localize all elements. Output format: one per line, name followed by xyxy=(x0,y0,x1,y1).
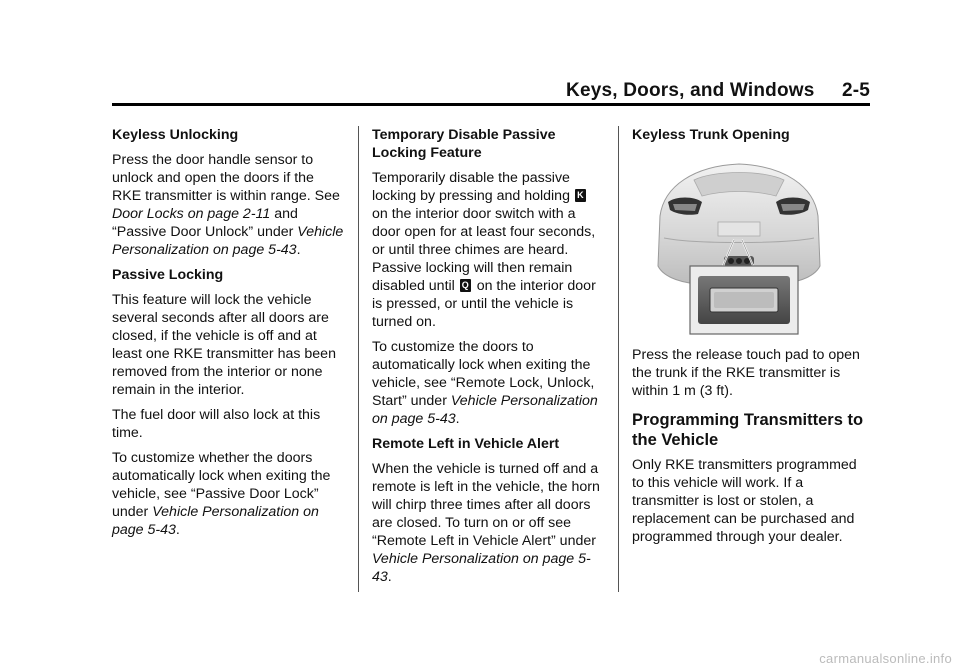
trunk-release-illustration xyxy=(654,156,824,336)
car-rear-illustration xyxy=(654,156,824,336)
text: on the interior door switch with a door open for at least four seconds, or until three chimes are heard. Passive locking will then remain disabled until xyxy=(372,206,596,294)
unlock-icon: Q xyxy=(461,280,469,290)
text: on the interior door is pressed, or until the vehicle is turned on. xyxy=(372,278,596,330)
column-3 xyxy=(632,126,864,553)
paragraph xyxy=(112,151,344,259)
cross-reference: Door Locks on page 2-11 xyxy=(112,206,271,222)
text: When the vehicle is turned off and a remote is left in the vehicle, the horn will chirp three times after all doors are closed. To turn on or off see “Remote Left in Vehicle Alert” under xyxy=(372,461,600,549)
page-title: Keys, Doors, and Windows 2-5 xyxy=(566,80,870,101)
header-rule xyxy=(112,103,870,106)
column-1 xyxy=(112,126,344,546)
lock-icon: K xyxy=(575,189,586,202)
page-header xyxy=(112,80,870,104)
text: . xyxy=(175,522,180,538)
paragraph: The fuel door will also lock at this time. xyxy=(112,407,321,441)
cross-reference: Vehicle Personalization on page 5-43 xyxy=(372,551,591,585)
watermark: carmanualsonline.info xyxy=(819,651,952,666)
heading-remote-left-alert: Remote Left in Vehicle Alert xyxy=(372,436,560,452)
paragraph xyxy=(372,169,604,331)
paragraph xyxy=(372,338,604,428)
text: Temporarily disable the passive locking by pressing and holding xyxy=(372,170,574,204)
column-2 xyxy=(372,126,604,593)
heading-programming-transmitters: Programming Transmitters to the Vehicle xyxy=(632,411,864,449)
text: Press the door handle sensor to unlock and open the doors if the RKE transmitter is within range. See xyxy=(112,152,340,204)
paragraph xyxy=(112,449,344,539)
heading-keyless-trunk: Keyless Trunk Opening xyxy=(632,127,790,143)
text: . xyxy=(296,242,301,258)
column-divider xyxy=(358,126,359,592)
text: and “Passive Door Unlock” under xyxy=(112,206,298,240)
heading-temporary-disable: Temporary Disable Passive Locking Feature xyxy=(372,127,556,161)
paragraph xyxy=(372,460,604,586)
paragraph: This feature will lock the vehicle several seconds after all doors are closed, if the vehicle is off and at least one RKE transmitter has been removed from the interior or none remain in the interior. xyxy=(112,292,336,398)
heading-keyless-unlocking: Keyless Unlocking xyxy=(112,127,239,143)
cross-reference: Vehicle Personalization on page 5-43 xyxy=(112,224,344,258)
cross-reference: Vehicle Personalization on page 5-43 xyxy=(372,393,598,427)
heading-passive-locking: Passive Locking xyxy=(112,267,224,283)
column-divider xyxy=(618,126,619,592)
text: To customize whether the doors automatically lock when exiting the vehicle, see “Passive Door Lock” under xyxy=(112,450,331,520)
text: To customize the doors to automatically lock when exiting the vehicle, see “Remote Lock, Unlock, Start” under xyxy=(372,339,595,409)
text: . xyxy=(455,411,460,427)
paragraph: Press the release touch pad to open the trunk if the RKE transmitter is within 1 m (3 ft). xyxy=(632,347,860,399)
paragraph: Only RKE transmitters programmed to this vehicle will work. If a transmitter is lost or stolen, a replacement can be purchased and programmed through your dealer. xyxy=(632,457,857,545)
cross-reference: Vehicle Personalization on page 5-43 xyxy=(112,504,319,538)
text: . xyxy=(387,569,392,585)
